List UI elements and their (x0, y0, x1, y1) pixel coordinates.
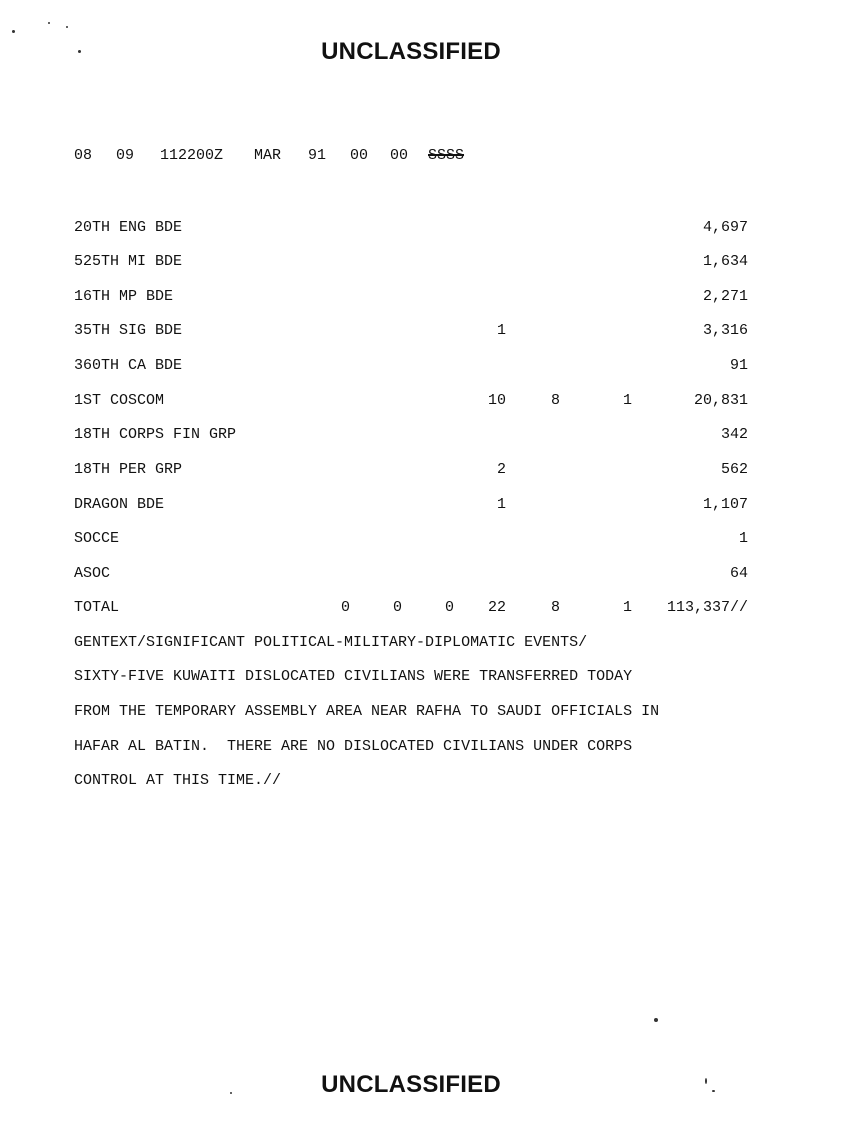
body-text-line: HAFAR AL BATIN. THERE ARE NO DISLOCATED CIVILIANS UNDER CORPS (74, 738, 633, 755)
total-cell: 91 (729, 357, 748, 374)
total-cell: 2,271 (702, 288, 748, 305)
unit-name-cell: TOTAL (74, 599, 120, 616)
unit-name-cell: 360TH CA BDE (74, 357, 183, 374)
table-row (0, 600, 850, 620)
body-text-line: SIXTY-FIVE KUWAITI DISLOCATED CIVILIANS WERE TRANSFERRED TODAY (74, 668, 633, 685)
scan-speck (78, 50, 81, 53)
count-cell: 0 (444, 599, 454, 616)
table-row (0, 289, 850, 309)
table-row (0, 358, 850, 378)
scan-speck (654, 1018, 658, 1022)
total-cell: 3,316 (702, 322, 748, 339)
scan-speck (66, 26, 68, 28)
header-dtg: 112200Z (160, 147, 224, 164)
table-row (0, 531, 850, 551)
count-cell: 1 (496, 496, 506, 513)
count-cell: 0 (392, 599, 402, 616)
header-year: 91 (308, 147, 327, 164)
table-row (0, 220, 850, 240)
total-cell: 64 (729, 565, 748, 582)
unit-name-cell: 16TH MP BDE (74, 288, 174, 305)
table-row (0, 497, 850, 517)
table-row (0, 323, 850, 343)
scan-speck (712, 1090, 715, 1092)
total-cell: 562 (720, 461, 748, 478)
total-cell: 1,107 (702, 496, 748, 513)
table-row (0, 254, 850, 274)
total-cell: 4,697 (702, 219, 748, 236)
classification-marking-bottom: UNCLASSIFIED (321, 1071, 501, 1098)
total-cell: 1 (738, 530, 748, 547)
unit-name-cell: 1ST COSCOM (74, 392, 165, 409)
count-cell: 22 (487, 599, 506, 616)
scan-speck (230, 1092, 232, 1094)
scan-speck (48, 22, 50, 24)
table-row (0, 427, 850, 447)
unit-name-cell: DRAGON BDE (74, 496, 165, 513)
count-cell: 8 (550, 392, 560, 409)
count-cell: 2 (496, 461, 506, 478)
unit-name-cell: 35TH SIG BDE (74, 322, 183, 339)
count-cell: 1 (496, 322, 506, 339)
scan-speck (705, 1078, 707, 1084)
count-cell: 10 (487, 392, 506, 409)
count-cell: 0 (340, 599, 350, 616)
table-row (0, 393, 850, 413)
count-cell: 1 (622, 392, 632, 409)
unit-name-cell: 20TH ENG BDE (74, 219, 183, 236)
total-cell: 342 (720, 426, 748, 443)
header-field: 08 (74, 147, 93, 164)
total-cell: 113,337// (666, 599, 748, 616)
count-cell: 1 (622, 599, 632, 616)
scan-speck (12, 30, 15, 33)
header-field: 00 (390, 147, 409, 164)
header-struck-marking: SSSS (428, 147, 465, 164)
unit-name-cell: ASOC (74, 565, 111, 582)
body-text-line: CONTROL AT THIS TIME.// (74, 772, 282, 789)
unit-name-cell: 525TH MI BDE (74, 253, 183, 270)
table-row (0, 462, 850, 482)
body-text-line: GENTEXT/SIGNIFICANT POLITICAL-MILITARY-DIPLOMATIC EVENTS/ (74, 634, 588, 651)
total-cell: 20,831 (693, 392, 748, 409)
unit-name-cell: SOCCE (74, 530, 120, 547)
body-text-line: FROM THE TEMPORARY ASSEMBLY AREA NEAR RAFHA TO SAUDI OFFICIALS IN (74, 703, 660, 720)
classification-marking-top: UNCLASSIFIED (321, 38, 501, 65)
header-field: 09 (116, 147, 135, 164)
count-cell: 8 (550, 599, 560, 616)
table-row (0, 566, 850, 586)
header-month: MAR (254, 147, 282, 164)
unit-name-cell: 18TH PER GRP (74, 461, 183, 478)
unit-name-cell: 18TH CORPS FIN GRP (74, 426, 237, 443)
total-cell: 1,634 (702, 253, 748, 270)
header-field: 00 (350, 147, 369, 164)
